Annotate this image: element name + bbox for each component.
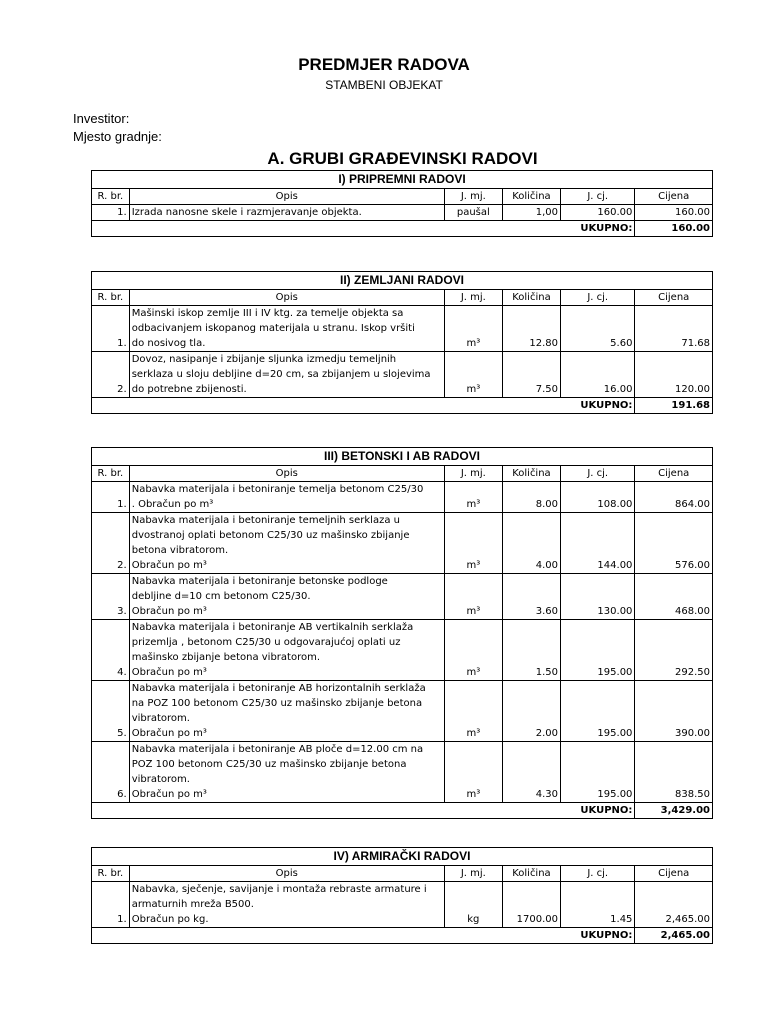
description-line: Izrada nanosne skele i razmjeravanje objekta. xyxy=(131,207,362,218)
description-line: debljine d=10 cm betonom C25/30. xyxy=(131,591,311,602)
total-label: UKUPNO: xyxy=(561,803,635,819)
cell-cijena: 838.50 xyxy=(635,742,713,803)
cell-kolicina: 4.00 xyxy=(502,513,560,574)
column-header-cijena: Cijena xyxy=(635,290,713,306)
cell-opis xyxy=(129,574,444,620)
description-line: armaturnih mreža B500. xyxy=(131,899,254,910)
total-label: UKUPNO: xyxy=(560,221,634,237)
description-line: Obračun po m³ xyxy=(131,789,207,800)
description-line: mašinsko zbijanje betona vibratorom. xyxy=(131,652,321,663)
document-subtitle: STAMBENI OBJEKAT xyxy=(325,78,443,92)
cell-jmj: paušal xyxy=(444,205,502,221)
total-row xyxy=(92,803,713,819)
column-header-rbr: R. br. xyxy=(92,189,130,205)
description-line: do nosivog tla. xyxy=(131,338,206,349)
cell-kolicina: 4.30 xyxy=(502,742,560,803)
cell-opis xyxy=(129,882,444,928)
cell-jcj: 108.00 xyxy=(561,482,635,513)
description-line: prizemlja , betonom C25/30 u odgovarajućoj oplati uz xyxy=(131,637,401,648)
column-header-opis: Opis xyxy=(129,866,444,882)
cell-jmj: m³ xyxy=(444,513,502,574)
cell-rbr: 4. xyxy=(92,620,130,681)
cell-jcj: 1.45 xyxy=(561,882,635,928)
table-row xyxy=(92,681,713,742)
cell-jcj: 16.00 xyxy=(561,352,635,398)
cell-rbr: 2. xyxy=(92,352,130,398)
cell-rbr: 2. xyxy=(92,513,130,574)
column-header-kolicina: Količina xyxy=(502,466,560,482)
table-section-title: III) BETONSKI I AB RADOVI xyxy=(92,448,713,466)
column-header-jcj: J. cj. xyxy=(561,466,635,482)
cell-cijena: 292.50 xyxy=(635,620,713,681)
investor-label: Investitor: xyxy=(73,111,130,126)
description-line: Nabavka materijala i betoniranje AB horizontalnih serklaža xyxy=(131,683,426,694)
cell-kolicina: 1,00 xyxy=(502,205,560,221)
description-line: serklaza u sloju debljine d=20 cm, sa zbijanjem u slojevima xyxy=(131,369,431,380)
cell-cijena: 864.00 xyxy=(635,482,713,513)
total-row xyxy=(92,398,713,414)
table-header-row xyxy=(92,189,713,205)
cell-kolicina: 2.00 xyxy=(502,681,560,742)
cell-jmj: m³ xyxy=(444,681,502,742)
column-header-jcj: J. cj. xyxy=(561,866,635,882)
column-header-rbr: R. br. xyxy=(92,290,130,306)
cell-jmj: m³ xyxy=(444,352,502,398)
table-row xyxy=(92,306,713,352)
cell-opis xyxy=(129,681,444,742)
cell-cijena: 71.68 xyxy=(635,306,713,352)
cell-opis xyxy=(129,620,444,681)
table-row xyxy=(92,574,713,620)
description-line: . Obračun po m³ xyxy=(131,499,214,510)
table-row xyxy=(92,482,713,513)
cell-jcj: 144.00 xyxy=(561,513,635,574)
cell-jmj: m³ xyxy=(444,742,502,803)
cell-rbr: 6. xyxy=(92,742,130,803)
total-value: 2,465.00 xyxy=(635,928,713,944)
column-header-rbr: R. br. xyxy=(92,866,130,882)
table-row xyxy=(92,205,713,221)
cell-opis xyxy=(129,482,444,513)
description-line: Obračun po m³ xyxy=(131,560,207,571)
cell-jcj: 5.60 xyxy=(561,306,635,352)
column-header-rbr: R. br. xyxy=(92,466,130,482)
boq-table xyxy=(91,447,713,819)
column-header-jmj: J. mj. xyxy=(444,866,502,882)
column-header-jcj: J. cj. xyxy=(561,290,635,306)
column-header-kolicina: Količina xyxy=(502,866,560,882)
boq-table xyxy=(91,847,713,944)
column-header-jmj: J. mj. xyxy=(444,290,502,306)
cell-kolicina: 8.00 xyxy=(502,482,560,513)
cell-rbr: 1. xyxy=(92,482,130,513)
cell-jmj: m³ xyxy=(444,306,502,352)
cell-cijena: 160.00 xyxy=(635,205,713,221)
cell-cijena: 576.00 xyxy=(635,513,713,574)
cell-cijena: 390.00 xyxy=(635,681,713,742)
description-line: odbacivanjem iskopanog materijala u stranu. Iskop vršiti xyxy=(131,323,415,334)
cell-opis xyxy=(129,306,444,352)
column-header-cijena: Cijena xyxy=(635,466,713,482)
description-line: Obračun po m³ xyxy=(131,667,207,678)
description-line: Obračun po m³ xyxy=(131,606,207,617)
total-spacer xyxy=(92,803,561,819)
boq-table xyxy=(91,170,713,237)
column-header-cijena: Cijena xyxy=(635,189,713,205)
column-header-opis: Opis xyxy=(129,466,444,482)
cell-jmj: kg xyxy=(444,882,502,928)
description-line: Nabavka materijala i betoniranje betonske podloge xyxy=(131,576,388,587)
description-line: Nabavka, sječenje, savijanje i montaža rebraste armature i xyxy=(131,884,427,895)
total-value: 191.68 xyxy=(635,398,713,414)
table-row xyxy=(92,513,713,574)
table-row xyxy=(92,620,713,681)
description-line: Obračun po m³ xyxy=(131,728,207,739)
table-header-row xyxy=(92,866,713,882)
cell-cijena: 468.00 xyxy=(635,574,713,620)
column-header-kolicina: Količina xyxy=(502,290,560,306)
table-section-title: II) ZEMLJANI RADOVI xyxy=(92,272,713,290)
column-header-jcj: J. cj. xyxy=(560,189,634,205)
column-header-jmj: J. mj. xyxy=(444,189,502,205)
cell-opis xyxy=(129,742,444,803)
total-spacer xyxy=(92,221,561,237)
description-line: Nabavka materijala i betoniranje AB vertikalnih serklaža xyxy=(131,622,414,633)
column-header-jmj: J. mj. xyxy=(444,466,502,482)
description-line: Nabavka materijala i betoniranje temeljnih serklaza u xyxy=(131,515,400,526)
boq-table xyxy=(91,271,713,414)
description-line: POZ 100 betonom C25/30 uz mašinsko zbijanje betona xyxy=(131,759,407,770)
cell-cijena: 2,465.00 xyxy=(635,882,713,928)
table-header-row xyxy=(92,290,713,306)
description-line: na POZ 100 betonom C25/30 uz mašinsko zbijanje betona xyxy=(131,698,423,709)
description-line: vibratorom. xyxy=(131,713,190,724)
cell-jcj: 195.00 xyxy=(561,620,635,681)
cell-cijena: 120.00 xyxy=(635,352,713,398)
table-row xyxy=(92,352,713,398)
column-header-opis: Opis xyxy=(129,189,444,205)
total-value: 160.00 xyxy=(635,221,713,237)
description-line: Dovoz, nasipanje i zbijanje sljunka izmedju temeljnih xyxy=(131,354,397,365)
description-line: do potrebne zbijenosti. xyxy=(131,384,247,395)
total-row xyxy=(92,928,713,944)
column-header-cijena: Cijena xyxy=(635,866,713,882)
location-label: Mjesto gradnje: xyxy=(73,129,162,144)
total-row xyxy=(92,221,713,237)
total-spacer xyxy=(92,928,561,944)
section-title: A. GRUBI GRAĐEVINSKI RADOVI xyxy=(267,149,538,168)
description-line: Obračun po kg. xyxy=(131,914,209,925)
cell-rbr: 5. xyxy=(92,681,130,742)
cell-kolicina: 1.50 xyxy=(502,620,560,681)
description-line: betona vibratorom. xyxy=(131,545,229,556)
cell-rbr: 1. xyxy=(92,882,130,928)
cell-kolicina: 7.50 xyxy=(502,352,560,398)
table-row xyxy=(92,742,713,803)
column-header-opis: Opis xyxy=(129,290,444,306)
table-section-title: IV) ARMIRAČKI RADOVI xyxy=(92,848,713,866)
cell-jcj: 195.00 xyxy=(561,742,635,803)
description-line: Nabavka materijala i betoniranje temelja betonom C25/30 xyxy=(131,484,424,495)
cell-jmj: m³ xyxy=(444,574,502,620)
cell-jcj: 160.00 xyxy=(560,205,634,221)
document-title: PREDMJER RADOVA xyxy=(298,55,470,74)
table-header-row xyxy=(92,466,713,482)
cell-rbr: 1. xyxy=(92,306,130,352)
total-label: UKUPNO: xyxy=(561,398,635,414)
cell-jcj: 130.00 xyxy=(561,574,635,620)
cell-rbr: 1. xyxy=(92,205,130,221)
table-row xyxy=(92,882,713,928)
cell-rbr: 3. xyxy=(92,574,130,620)
description-line: Mašinski iskop zemlje III i IV ktg. za temelje objekta sa xyxy=(131,308,404,319)
cell-jcj: 195.00 xyxy=(561,681,635,742)
description-line: Nabavka materijala i betoniranje AB ploče d=12.00 cm na xyxy=(131,744,424,755)
cell-kolicina: 12.80 xyxy=(502,306,560,352)
cell-jmj: m³ xyxy=(444,482,502,513)
cell-opis xyxy=(129,352,444,398)
description-line: vibratorom. xyxy=(131,774,190,785)
total-label: UKUPNO: xyxy=(561,928,635,944)
total-value: 3,429.00 xyxy=(635,803,713,819)
column-header-kolicina: Količina xyxy=(502,189,560,205)
cell-opis xyxy=(129,205,444,221)
cell-opis xyxy=(129,513,444,574)
cell-kolicina: 1700.00 xyxy=(502,882,560,928)
cell-kolicina: 3.60 xyxy=(502,574,560,620)
total-spacer xyxy=(92,398,561,414)
table-section-title: I) PRIPREMNI RADOVI xyxy=(92,171,713,189)
cell-jmj: m³ xyxy=(444,620,502,681)
description-line: dvostranoj oplati betonom C25/30 uz mašinsko zbijanje xyxy=(131,530,410,541)
